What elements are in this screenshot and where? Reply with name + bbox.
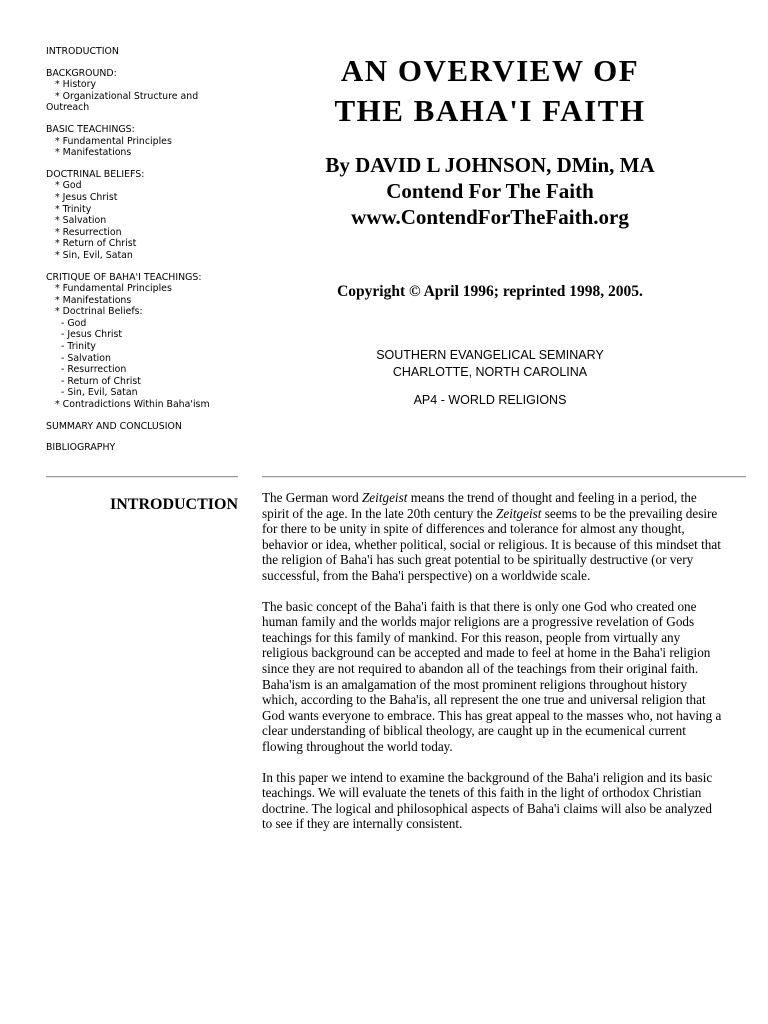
toc-link-fundamental-principles[interactable]: * Fundamental Principles — [55, 135, 172, 147]
zeitgeist-term-1: Zeitgeist — [361, 490, 408, 505]
toc-section-background — [46, 68, 246, 114]
toc-link-jesus-christ[interactable]: * Jesus Christ — [55, 191, 118, 203]
divider-left — [46, 476, 238, 478]
toc-link-critique-god[interactable]: - God — [61, 317, 87, 329]
toc-link-trinity[interactable]: * Trinity — [55, 203, 92, 215]
toc-link-introduction[interactable]: INTRODUCTION — [46, 46, 119, 57]
toc-link-critique-manifestations[interactable]: * Manifestations — [55, 294, 132, 306]
zeitgeist-term-2: Zeitgeist — [496, 505, 542, 521]
author-block — [250, 152, 730, 230]
toc-link-outreach[interactable]: Outreach — [46, 102, 90, 114]
toc-link-critique-sin-evil-satan[interactable]: - Sin, Evil, Satan — [61, 387, 138, 399]
toc-link-critique-return-of-christ[interactable]: - Return of Christ — [61, 375, 141, 387]
table-of-contents — [46, 46, 246, 464]
paragraph-3: In this paper we intend to examine the background of the Baha'i religion and its basic teachings. We will evaluate the tenets of this faith in the light of orthodox Christian doctrine. The logical and philosophical aspects of Baha'i claims will also be analyzed to see if they are internally consistent. — [262, 769, 713, 832]
toc-section-bibliography — [46, 442, 246, 454]
toc-link-sin-evil-satan[interactable]: * Sin, Evil, Satan — [55, 249, 133, 261]
toc-link-basic-teachings[interactable]: BASIC TEACHINGS: — [46, 123, 135, 135]
toc-link-history[interactable]: * History — [55, 79, 97, 91]
toc-section-doctrinal-beliefs — [46, 169, 246, 262]
paragraph-1-part-c: seems to be the prevailing desire for there to be unity in spite of differences and tolerance for almost any thought, behavior or idea, whether political, social or religious. It is because of this mindset that the religion of Baha'i has such great potential to be spiritually destructive (or very successful, from the Baha'i perspective) on a worldwide scale. — [262, 505, 721, 583]
toc-link-critique-salvation[interactable]: - Salvation — [61, 352, 111, 364]
paragraph-1-part-b: means the trend of thought and feeling in a period, the spirit of the age. In the late 20th century the — [262, 490, 697, 521]
title-line-2: THE BAHA'I FAITH — [334, 93, 646, 128]
toc-link-critique[interactable]: CRITIQUE OF BAHA'I TEACHINGS: — [46, 271, 202, 283]
toc-section-summary — [46, 421, 246, 433]
toc-section-critique — [46, 272, 246, 411]
paragraph-1-part-a: The German word — [262, 490, 362, 505]
toc-link-doctrinal-beliefs[interactable]: DOCTRINAL BELIEFS: — [46, 168, 145, 180]
toc-link-contradictions[interactable]: * Contradictions Within Baha'ism — [55, 399, 210, 411]
seminary-location: CHARLOTTE, NORTH CAROLINA — [392, 365, 588, 379]
toc-link-summary[interactable]: SUMMARY AND CONCLUSION — [46, 420, 182, 432]
toc-link-critique-trinity[interactable]: - Trinity — [61, 341, 96, 353]
author-website: www.ContendForTheFaith.org — [351, 205, 629, 229]
paragraph-1 — [262, 490, 722, 584]
toc-link-bibliography[interactable]: BIBLIOGRAPHY — [46, 442, 116, 454]
toc-section-introduction — [46, 46, 246, 58]
toc-link-critique-jesus-christ[interactable]: - Jesus Christ — [61, 329, 123, 341]
section-heading-introduction: INTRODUCTION — [109, 496, 238, 513]
toc-section-basic-teachings — [46, 124, 246, 159]
divider-right — [262, 476, 746, 478]
toc-link-organizational-structure[interactable]: * Organizational Structure and — [55, 90, 199, 102]
author-organization: Contend For The Faith — [386, 179, 594, 203]
title-line-1: AN OVERVIEW OF — [340, 53, 640, 88]
toc-link-salvation[interactable]: * Salvation — [55, 215, 107, 227]
body-text — [262, 490, 722, 847]
course-label: AP4 - WORLD RELIGIONS — [413, 393, 567, 407]
toc-link-manifestations[interactable]: * Manifestations — [55, 147, 132, 159]
author-byline: By DAVID L JOHNSON, DMin, MA — [325, 153, 655, 177]
paragraph-2: The basic concept of the Baha'i faith is that there is only one God who created one human family and the worlds major religions are a progressive revelation of Gods teachings for this family of mankind. For this reason, people from virtually any religious background can be accepted and made to feel at home in the Baha'i religion since they are not required to abandon all of the teachings from their original faith. Baha'ism is an amalgamation of the most prominent religions throughout history which, according to the Baha'is, all represent the one true and universal religion that God wants everyone to embrace. This has great appeal to the masses who, not having a clear understanding of biblical theology, are caught up in the ecumenical current flowing throughout the world today. — [262, 598, 722, 754]
seminary-block — [250, 347, 730, 381]
seminary-name: SOUTHERN EVANGELICAL SEMINARY — [376, 348, 604, 362]
toc-link-critique-resurrection[interactable]: - Resurrection — [61, 364, 127, 376]
toc-link-critique-fundamental-principles[interactable]: * Fundamental Principles — [55, 283, 172, 295]
toc-link-resurrection[interactable]: * Resurrection — [55, 226, 122, 238]
copyright-notice: Copyright © April 1996; reprinted 1998, 2005. — [337, 283, 643, 300]
toc-link-background[interactable]: BACKGROUND: — [46, 67, 117, 79]
toc-link-critique-doctrinal-beliefs[interactable]: * Doctrinal Beliefs: — [55, 306, 143, 318]
toc-link-god[interactable]: * God — [55, 180, 82, 192]
toc-link-return-of-christ[interactable]: * Return of Christ — [55, 238, 137, 250]
